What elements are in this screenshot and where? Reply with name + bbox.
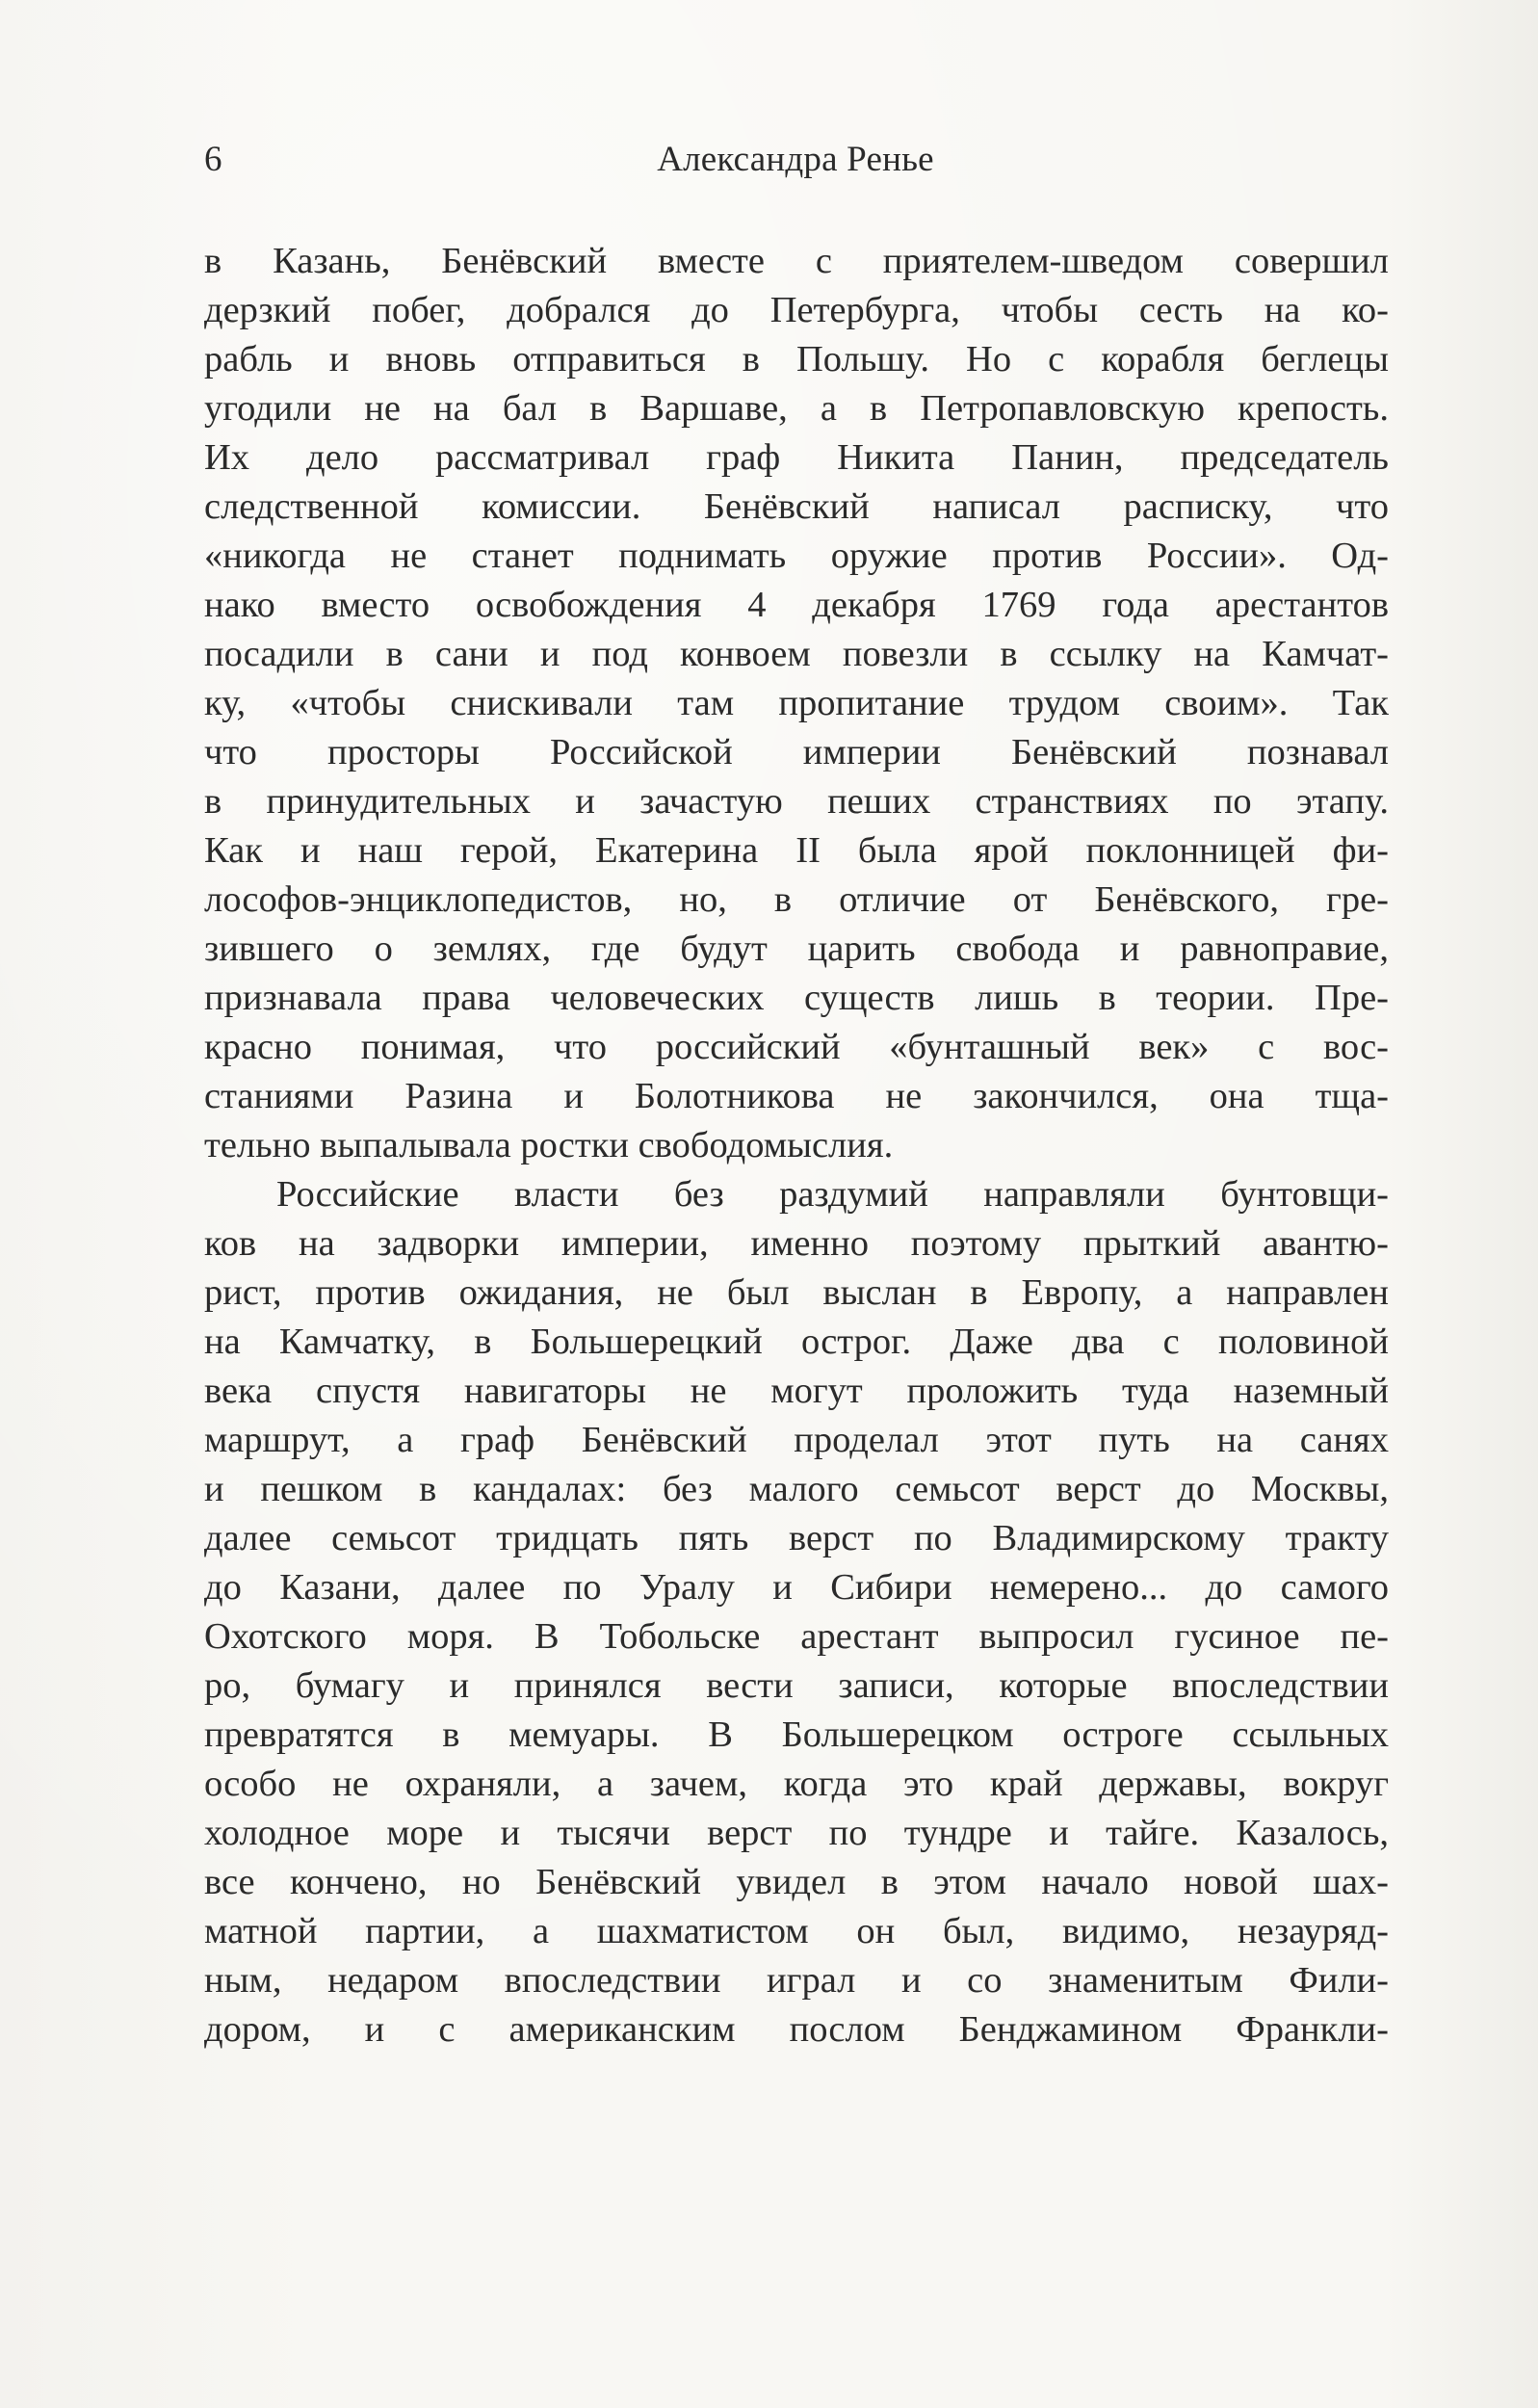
text-line: что просторы Российской империи Бенёвский познавал: [204, 732, 1389, 772]
text-line: в Казань, Бенёвский вместе с приятелем-шведом совершил: [204, 241, 1389, 281]
running-head: [204, 133, 1387, 187]
text-line: на Камчатку, в Большерецкий острог. Даже два с половиной: [204, 1322, 1389, 1362]
text-line: рист, против ожидания, не был выслан в Европу, а направлен: [204, 1272, 1389, 1313]
text-line: нако вместо освобождения 4 декабря 1769 года арестантов: [204, 585, 1389, 625]
text-line: тельно выпалывала ростки свободомыслия.: [204, 1125, 894, 1165]
text-line: дором, и с американским послом Бенджамином Франкли-: [204, 2009, 1389, 2050]
text-line: ным, недаром впоследствии играл и со знаменитым Фили-: [204, 1960, 1389, 2001]
text-line: ро, бумагу и принялся вести записи, которые впоследствии: [204, 1665, 1389, 1706]
running-title-author: Александра Ренье: [657, 140, 934, 179]
text-line: «никогда не станет поднимать оружие против России». Од-: [204, 536, 1389, 576]
text-line: Российские власти без раздумий направляли бунтовщи-: [276, 1174, 1389, 1215]
text-line: угодили не на бал в Варшаве, а в Петропавловскую крепость.: [204, 388, 1389, 429]
text-line: зившего о землях, где будут царить свобода и равноправие,: [204, 929, 1389, 969]
text-line: станиями Разина и Болотникова не закончился, она тща-: [204, 1076, 1389, 1116]
text-line: признавала права человеческих существ лишь в теории. Пре-: [204, 978, 1389, 1018]
text-line: Охотского моря. В Тобольске арестант выпросил гусиное пе-: [204, 1616, 1389, 1657]
paragraph: [204, 237, 1389, 1170]
text-line: холодное море и тысячи верст по тундре и тайге. Казалось,: [204, 1813, 1389, 1853]
text-line: особо не охраняли, а зачем, когда это край державы, вокруг: [204, 1764, 1389, 1804]
text-line: матной партии, а шахматистом он был, видимо, незауряд-: [204, 1911, 1389, 1951]
text-line: превратятся в мемуары. В Большерецком остроге ссыльных: [204, 1714, 1389, 1755]
paragraph: [204, 1170, 1389, 2055]
text-line: красно понимая, что российский «бунташный век» с вос-: [204, 1027, 1389, 1067]
text-line: Как и наш герой, Екатерина II была ярой поклонницей фи-: [204, 830, 1389, 871]
text-line: и пешком в кандалах: без малого семьсот верст до Москвы,: [204, 1469, 1389, 1509]
text-line: далее семьсот тридцать пять верст по Владимирскому тракту: [204, 1518, 1389, 1558]
text-line: лософов-энциклопедистов, но, в отличие от Бенёвского, гре-: [204, 879, 1389, 920]
text-line: Их дело рассматривал граф Никита Панин, председатель: [204, 437, 1389, 478]
text-line: ку, «чтобы снискивали там пропитание трудом своим». Так: [204, 683, 1389, 723]
text-line: в принудительных и зачастую пеших странствиях по этапу.: [204, 781, 1389, 822]
text-line: все кончено, но Бенёвский увидел в этом начало новой шах-: [204, 1862, 1389, 1902]
text-line: ков на задворки империи, именно поэтому прыткий авантю-: [204, 1223, 1389, 1264]
text-line: века спустя навигаторы не могут проложить туда наземный: [204, 1371, 1389, 1411]
body-text: [204, 237, 1389, 2055]
text-line: рабль и вновь отправиться в Польшу. Но с корабля беглецы: [204, 339, 1389, 380]
page-number: 6: [204, 140, 222, 179]
text-line: маршрут, а граф Бенёвский проделал этот путь на санях: [204, 1420, 1389, 1460]
text-line: следственной комиссии. Бенёвский написал расписку, что: [204, 486, 1389, 527]
text-line: до Казани, далее по Уралу и Сибири немерено... до самого: [204, 1567, 1389, 1608]
text-line: дерзкий побег, добрался до Петербурга, чтобы сесть на ко-: [204, 290, 1389, 330]
text-line: посадили в сани и под конвоем повезли в ссылку на Камчат-: [204, 634, 1389, 674]
